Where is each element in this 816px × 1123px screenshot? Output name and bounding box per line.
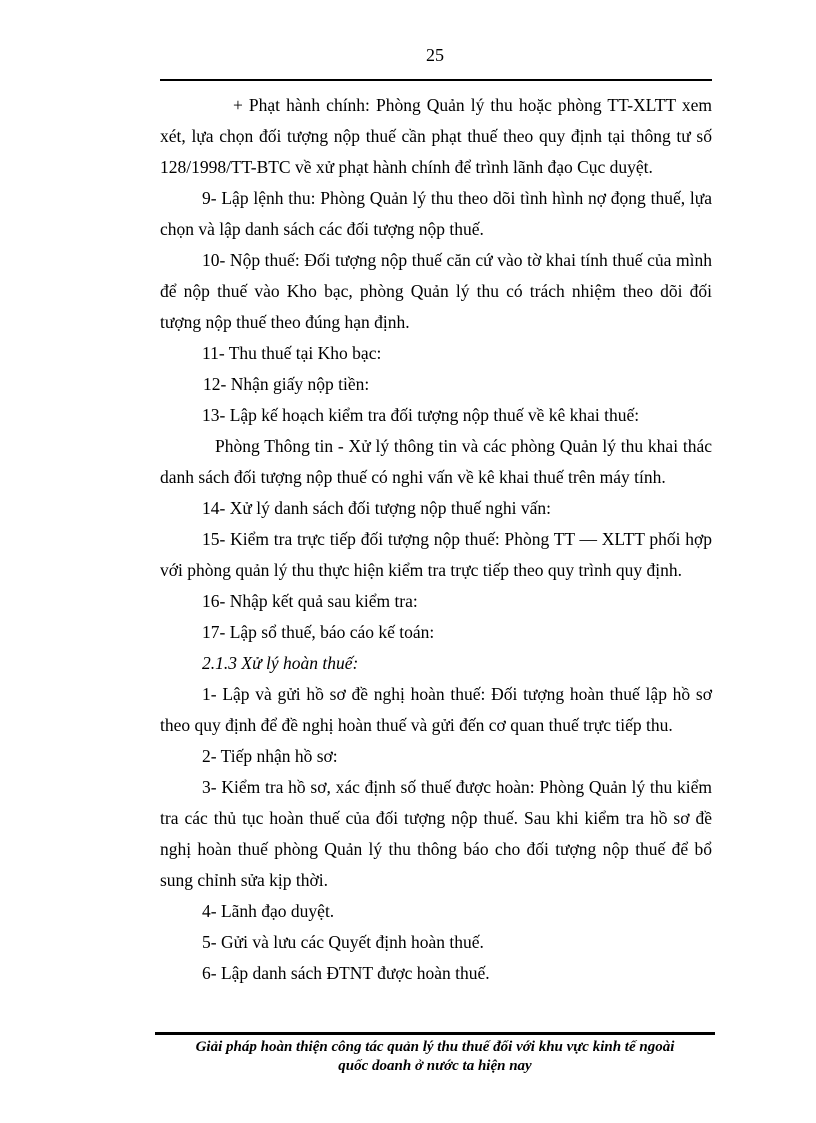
footer-rule bbox=[155, 1032, 715, 1035]
text-line: theo quy định để đề nghị hoàn thuế và gửi đến cơ quan thuế trực tiếp thu. bbox=[160, 715, 673, 735]
text-line: 1- Lập và gửi hồ sơ đề nghị hoàn thuế: Đối tượng hoàn thuế lập hồ sơ bbox=[202, 684, 712, 704]
text-line: + Phạt hành chính: Phòng Quản lý thu hoặc phòng TT-XLTT xem bbox=[233, 95, 712, 115]
text-line: 3- Kiểm tra hồ sơ, xác định số thuế được hoàn: Phòng Quản lý thu kiểm bbox=[202, 777, 712, 797]
text-line: 14- Xử lý danh sách đối tượng nộp thuế nghi vấn: bbox=[202, 498, 552, 518]
footer-line: quốc doanh ở nước ta hiện nay bbox=[338, 1058, 532, 1074]
section-heading: 2.1.3 Xử lý hoàn thuế: bbox=[202, 653, 359, 673]
text-line: tra các thủ tục hoàn thuế của đối tượng nộp thuế. Sau khi kiểm tra hồ sơ đề bbox=[160, 808, 712, 828]
text-line: 11- Thu thuế tại Kho bạc: bbox=[202, 343, 382, 363]
text-line: 10- Nộp thuế: Đối tượng nộp thuế căn cứ vào tờ khai tính thuế của mình bbox=[202, 250, 712, 270]
text-line: tượng nộp thuế theo đúng hạn định. bbox=[160, 312, 410, 332]
text-line: sung chỉnh sửa kịp thời. bbox=[160, 870, 328, 890]
text-line: danh sách đối tượng nộp thuế có nghi vấn về kê khai thuế trên máy tính. bbox=[160, 467, 666, 487]
text-line: 6- Lập danh sách ĐTNT được hoàn thuế. bbox=[202, 963, 490, 983]
text-line: 16- Nhập kết quả sau kiểm tra: bbox=[202, 591, 418, 611]
text-line: Phòng Thông tin - Xử lý thông tin và các phòng Quản lý thu khai thác bbox=[215, 436, 712, 456]
text-line: 2- Tiếp nhận hồ sơ: bbox=[202, 746, 338, 766]
footer bbox=[155, 1038, 715, 1076]
text-line: 4- Lãnh đạo duyệt. bbox=[202, 901, 335, 921]
text-line: xét, lựa chọn đối tượng nộp thuế cần phạt thuế theo quy định tại thông tư số bbox=[160, 126, 712, 146]
text-line: 12- Nhận giấy nộp tiền: bbox=[203, 374, 370, 394]
page-number: 25 bbox=[426, 45, 444, 65]
text-line: 15- Kiểm tra trực tiếp đối tượng nộp thuế: Phòng TT — XLTT phối hợp bbox=[202, 529, 712, 549]
document-body bbox=[160, 90, 712, 989]
text-line: để nộp thuế vào Kho bạc, phòng Quản lý thu có trách nhiệm theo dõi đối bbox=[160, 281, 712, 301]
text-line: chọn và lập danh sách các đối tượng nộp thuế. bbox=[160, 219, 484, 239]
text-line: với phòng quản lý thu thực hiện kiểm tra trực tiếp theo quy trình quy định. bbox=[160, 560, 683, 580]
text-line: 5- Gửi và lưu các Quyết định hoàn thuế. bbox=[202, 932, 484, 952]
text-line: 128/1998/TT-BTC về xử phạt hành chính để trình lãnh đạo Cục duyệt. bbox=[160, 157, 653, 177]
text-line: 17- Lập sổ thuế, báo cáo kế toán: bbox=[202, 622, 435, 642]
header-rule bbox=[160, 79, 712, 81]
text-line: 9- Lập lệnh thu: Phòng Quản lý thu theo dõi tình hình nợ đọng thuế, lựa bbox=[202, 188, 712, 208]
text-line: 13- Lập kế hoạch kiểm tra đối tượng nộp thuế về kê khai thuế: bbox=[202, 405, 640, 425]
footer-line: Giải pháp hoàn thiện công tác quản lý thu thuế đối với khu vực kinh tế ngoài bbox=[195, 1039, 675, 1055]
text-line: nghị hoàn thuế phòng Quản lý thu thông báo cho đối tượng nộp thuế để bổ bbox=[160, 839, 712, 859]
